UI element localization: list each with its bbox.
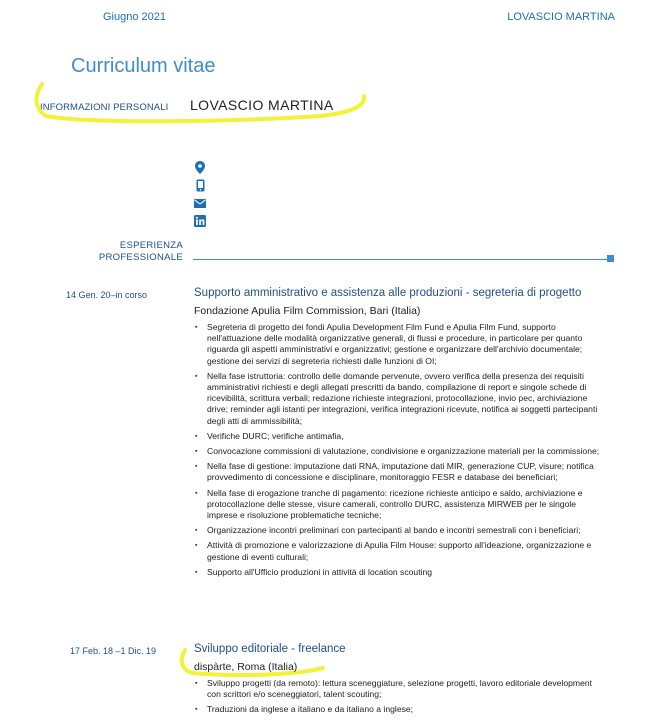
job-employer: dispàrte, Roma (Italia) [194,661,298,673]
phone-icon [193,178,207,192]
section-divider-square [607,255,614,262]
job-title: Sviluppo editoriale - freelance [194,643,346,655]
job-employer: Fondazione Apulia Film Commission, Bari (Italia) [194,305,421,317]
job-bullet-list [195,678,605,720]
email-icon [193,196,207,210]
personal-info-label: INFORMAZIONI PERSONALI [40,102,169,113]
cv-title: Curriculum vitae [71,55,216,77]
job-title: Supporto amministrativo e assistenza alle produzioni - segreteria di progetto [194,287,582,299]
job-bullet: ▪ Supporto all'Ufficio produzioni in attività di location scouting [195,567,605,578]
job-bullet: ▪ Organizzazione incontri preliminari con partecipanti al bando e incontri semestrali con i beneficiari; [195,525,605,536]
job-bullet: ▪ Convocazione commissioni di valutazione, condivisione e organizzazione materiali per la commissione; [195,446,605,457]
job-date: 17 Feb. 18 –1 Dic. 19 [69,646,156,656]
section-label-line2: PROFESSIONALE [98,252,183,263]
contact-icons [193,160,207,232]
section-divider [193,259,611,260]
header-name: LOVASCIO MARTINA [507,11,615,23]
job-bullet: ▪ Verifiche DURC; verifiche antimafia, [195,431,605,442]
linkedin-icon [193,214,207,228]
section-label-line1: ESPERIENZA [119,240,183,251]
header-date: Giugno 2021 [103,11,166,23]
job-date: 14 Gen. 20–in corso [65,290,147,300]
job-bullet: ▪ Segreteria di progetto dei fondi Apulia Development Film Fund e Apulia Film Fund, supporto nell'attuazione delle modalità organizzative generali, di flussi e procedure, in particolare per quanto riguarda gli aspetti amministrativi e organizzativi; gestione e organizzare dell'archivio documentale; gestione dei servizi di segreteria richiesti dalle funzioni di OI; [195,322,605,367]
job-bullet-list [195,322,605,582]
personal-info-name: LOVASCIO MARTINA [190,97,334,113]
job-bullet: ▪ Nella fase di erogazione tranche di pagamento: ricezione richieste anticipo e saldo, archiviazione e protocollazione delle stesse, visure camerali, controllo DURC, assistenza MIRWEB per le singole imprese e risoluzione problematiche tecniche; [195,488,605,522]
job-bullet: ▪ Nella fase di gestione: imputazione dati RNA, imputazione dati MIR, generazione CUP, visure; notifica provvedimento di concessione e disciplinare, monitoraggio FESR e database dei beneficiari; [195,461,605,483]
job-bullet: ▪ Nella fase istruttoria: controllo delle domande pervenute, ovvero verifica della presenza dei requisiti amministrativi richiesti e degli allegati prescritti da bando, compilazione di report e singole schede di ricevibilità, scrittura verbali; redazione richieste integrazioni, protocollazione, invio pec, archiviazione drive; reminder agli istanti per integrazioni, verifica integrazioni ricevute, notifica ai soggetti partecipanti degli atti di ammissibilità; [195,371,605,427]
section-label-experience [60,240,183,264]
job-bullet: ▪ Traduzioni da inglese a italiano e da italiano a inglese; [195,704,605,715]
job-bullet: ▪ Sviluppo progetti (da remoto): lettura sceneggiature, selezione progetti, lavoro editoriale development con scrittori e/o sceneggiatori, talent scouting; [195,678,605,700]
location-icon [193,160,207,174]
job-bullet: ▪ Attività di promozione e valorizzazione di Apulia Film House: supporto all'ideazione, organizzazione e gestione di eventi culturali; [195,540,605,562]
